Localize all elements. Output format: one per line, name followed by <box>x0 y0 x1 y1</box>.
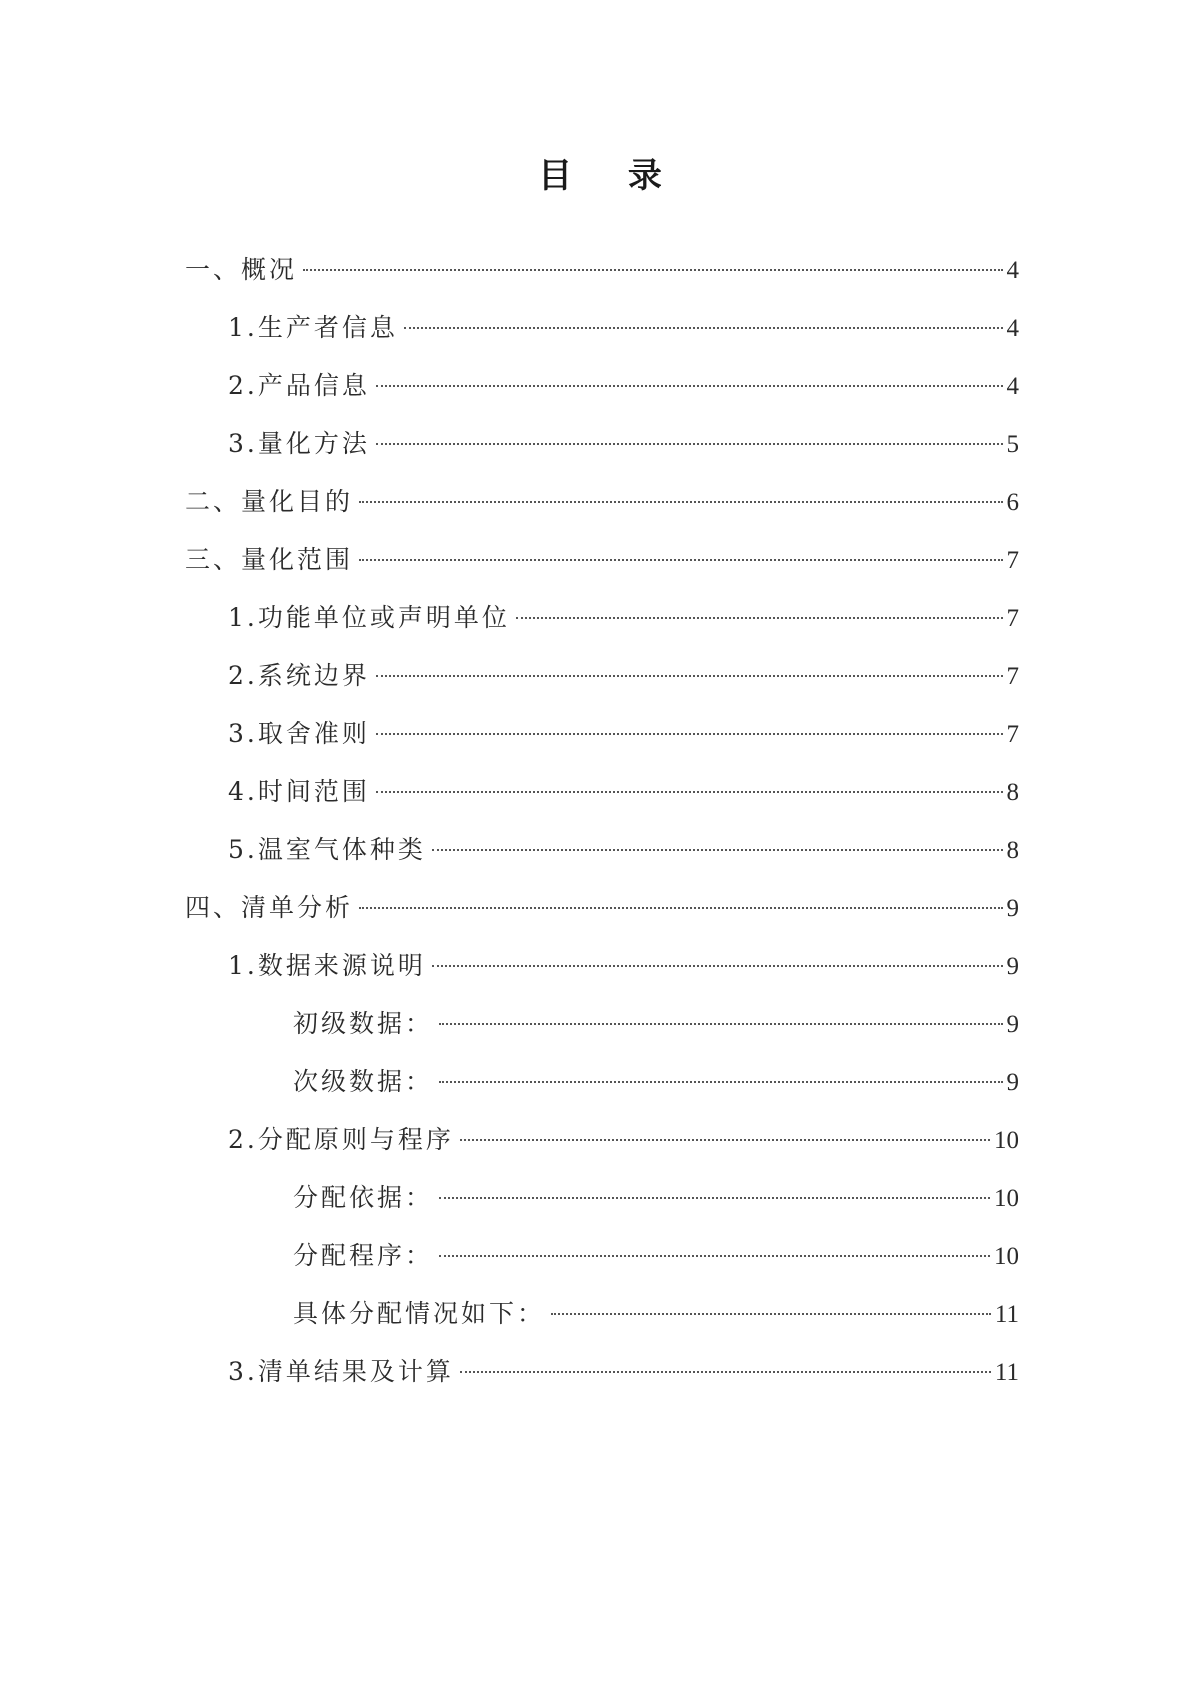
toc-dot-leader <box>432 965 1003 967</box>
toc-page-number: 11 <box>994 1359 1019 1386</box>
toc-dot-leader <box>404 327 1003 329</box>
toc-page-number: 8 <box>1006 779 1019 806</box>
toc-entry-label: 5.温室气体种类 <box>228 835 426 864</box>
toc-dot-leader <box>439 1081 1002 1083</box>
toc-page-number: 4 <box>1006 257 1019 284</box>
toc-dot-leader <box>432 849 1003 851</box>
toc-entry-data-sources[interactable] <box>228 948 1019 984</box>
toc-entry-product-info[interactable] <box>228 368 1019 404</box>
toc-page-number: 10 <box>994 1185 1019 1212</box>
toc-entry-quantification-scope[interactable] <box>185 542 1019 578</box>
toc-dot-leader <box>376 675 1003 677</box>
toc-page-number: 9 <box>1006 953 1019 980</box>
toc-entry-system-boundary[interactable] <box>228 658 1019 694</box>
toc-entry-functional-unit[interactable] <box>228 600 1019 636</box>
toc-dot-leader <box>376 791 1003 793</box>
toc-entry-allocation-basis[interactable] <box>293 1180 1019 1216</box>
toc-entry-primary-data[interactable] <box>293 1006 1019 1042</box>
toc-entry-label: 四、清单分析 <box>185 893 354 922</box>
toc-entry-label: 一、概况 <box>185 255 298 284</box>
toc-dot-leader <box>551 1313 991 1315</box>
toc-dot-leader <box>439 1023 1002 1025</box>
toc-dot-leader <box>303 269 1002 271</box>
toc-entry-quantification-purpose[interactable] <box>185 484 1019 520</box>
toc-dot-leader <box>359 559 1002 561</box>
toc-entry-label: 次级数据： <box>293 1067 434 1096</box>
toc-entry-overview[interactable] <box>185 252 1019 288</box>
toc-page-number: 4 <box>1006 373 1019 400</box>
toc-dot-leader <box>460 1371 991 1373</box>
toc-entry-secondary-data[interactable] <box>293 1064 1019 1100</box>
toc-dot-leader <box>460 1139 990 1141</box>
toc-entry-label: 2.系统边界 <box>228 661 370 690</box>
toc-dot-leader <box>376 443 1003 445</box>
toc-page-number: 10 <box>994 1243 1019 1270</box>
toc-page-number: 10 <box>994 1127 1019 1154</box>
toc-entry-time-scope[interactable] <box>228 774 1019 810</box>
toc-entry-label: 三、量化范围 <box>185 545 354 574</box>
toc-page-number: 4 <box>1006 315 1019 342</box>
toc-entry-label: 3.量化方法 <box>228 429 370 458</box>
toc-page-number: 7 <box>1006 547 1019 574</box>
toc-entry-label: 具体分配情况如下： <box>293 1299 546 1328</box>
toc-entry-label: 2.分配原则与程序 <box>228 1125 454 1154</box>
toc-dot-leader <box>439 1197 990 1199</box>
toc-entry-quantification-method[interactable] <box>228 426 1019 462</box>
page-title: 目 录 <box>538 156 684 196</box>
toc-entry-inventory-results[interactable] <box>228 1354 1019 1390</box>
toc-page-number: 7 <box>1006 721 1019 748</box>
toc-entry-label: 二、量化目的 <box>185 487 354 516</box>
toc-dot-leader <box>359 501 1002 503</box>
toc-page-number: 8 <box>1006 837 1019 864</box>
toc-page-number: 5 <box>1006 431 1019 458</box>
toc-entry-label: 1.功能单位或声明单位 <box>228 603 510 632</box>
toc-dot-leader <box>359 907 1002 909</box>
toc-entry-cutoff-criteria[interactable] <box>228 716 1019 752</box>
toc-dot-leader <box>376 733 1003 735</box>
toc-entry-allocation-procedure[interactable] <box>293 1238 1019 1274</box>
toc-page-number: 9 <box>1006 895 1019 922</box>
toc-page-number: 11 <box>994 1301 1019 1328</box>
toc-entry-allocation-principles[interactable] <box>228 1122 1019 1158</box>
toc-entry-allocation-details[interactable] <box>293 1296 1019 1332</box>
toc-dot-leader <box>516 617 1003 619</box>
toc-page-number: 6 <box>1006 489 1019 516</box>
toc-page-number: 7 <box>1006 663 1019 690</box>
toc-dot-leader <box>376 385 1003 387</box>
toc-entry-label: 初级数据： <box>293 1009 434 1038</box>
toc-entry-label: 3.取舍准则 <box>228 719 370 748</box>
toc-page-number: 9 <box>1006 1069 1019 1096</box>
toc-entry-ghg-types[interactable] <box>228 832 1019 868</box>
toc-entry-label: 分配依据： <box>293 1183 434 1212</box>
toc-entry-label: 分配程序： <box>293 1241 434 1270</box>
toc-dot-leader <box>439 1255 990 1257</box>
toc-entry-inventory-analysis[interactable] <box>185 890 1019 926</box>
toc-entry-label: 4.时间范围 <box>228 777 370 806</box>
toc-entry-label: 1.数据来源说明 <box>228 951 426 980</box>
toc-entry-label: 2.产品信息 <box>228 371 370 400</box>
toc-page-number: 7 <box>1006 605 1019 632</box>
toc-entry-label: 1.生产者信息 <box>228 313 398 342</box>
toc-page-number: 9 <box>1006 1011 1019 1038</box>
toc-entry-label: 3.清单结果及计算 <box>228 1357 454 1386</box>
toc-entry-producer-info[interactable] <box>228 310 1019 346</box>
